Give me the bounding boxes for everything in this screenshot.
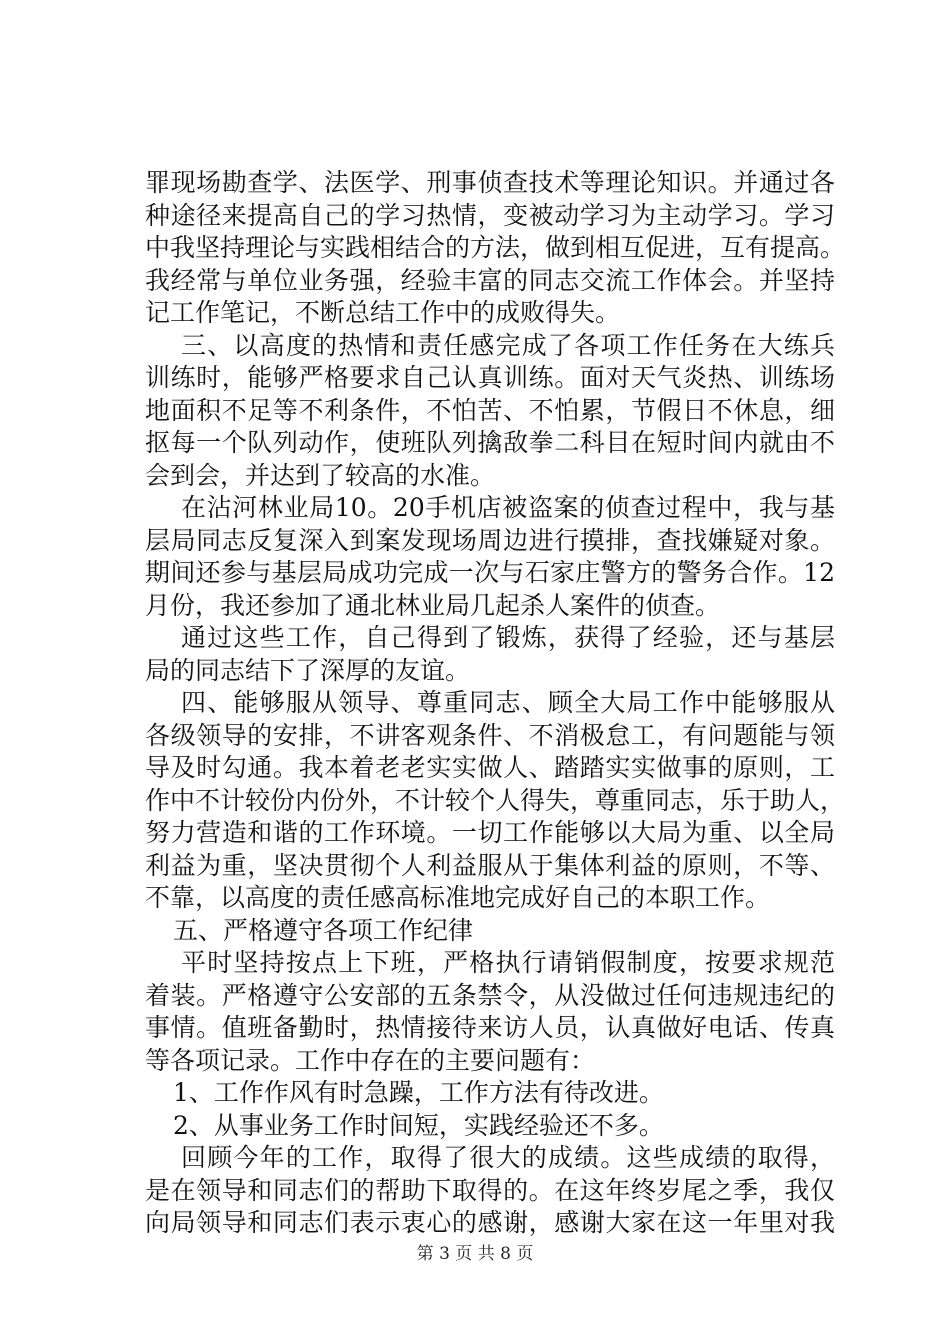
text-line: 平时坚持按点上下班，严格执行请销假制度，按要求规范	[181, 948, 835, 977]
text-line: 是在领导和同志们的帮助下取得的。在这年终岁尾之季，我仅	[145, 1175, 835, 1205]
text-line: 着装。严格遵守公安部的五条禁令，从没做过任何违规违纪的	[145, 980, 835, 1010]
text-line: 导及时勾通。我本着老老实实做人、踏踏实实做事的原则，工	[145, 753, 835, 782]
text-line: 在沾河林业局10。20手机店被盗案的侦查过程中，我与基	[181, 493, 835, 522]
text-line: 通过这些工作，自己得到了锻炼，获得了经验，还与基层	[181, 623, 835, 652]
text-line: 局的同志结下了深厚的友谊。	[145, 655, 471, 685]
text-line: 回顾今年的工作，取得了很大的成绩。这些成绩的取得，	[181, 1143, 835, 1172]
text-line: 三、以高度的热情和责任感完成了各项工作任务在大练兵	[181, 330, 835, 360]
text-line: 作中不计较份内份外，不计较个人得失，尊重同志，乐于助人，	[145, 785, 846, 815]
section-heading: 五、严格遵守各项工作纪律	[173, 915, 474, 945]
page-number-footer: 第 3 页 共 8 页	[416, 1244, 534, 1264]
text-line: 中我坚持理论与实践相结合的方法，做到相互促进，互有提高。	[145, 233, 846, 262]
text-line: 努力营造和谐的工作环境。一切工作能够以大局为重、以全局	[145, 818, 835, 847]
text-line: 罪现场勘查学、法医学、刑事侦查技术等理论知识。并通过各	[145, 168, 835, 197]
text-line: 期间还参与基层局成功完成一次与石家庄警方的警务合作。12	[145, 558, 835, 587]
text-line: 四、能够服从领导、尊重同志、顾全大局工作中能够服从	[181, 688, 835, 717]
text-line: 向局领导和同志们表示衷心的感谢，感谢大家在这一年里对我	[145, 1208, 835, 1237]
text-line: 层局同志反复深入到案发现场周边进行摸排，查找嫌疑对象。	[145, 525, 835, 555]
document-body	[145, 167, 846, 1240]
list-item: 2、从事业务工作时间短，实践经验还不多。	[173, 1110, 664, 1140]
text-line: 训练时，能够严格要求自己认真训练。面对天气炎热、训练场	[145, 363, 835, 392]
text-line: 地面积不足等不利条件，不怕苦、不怕累，节假日不休息，细	[145, 395, 835, 425]
text-line: 利益为重，坚决贯彻个人利益服从于集体利益的原则，不等、	[145, 850, 835, 880]
text-line: 月份，我还参加了通北林业局几起杀人案件的侦查。	[145, 590, 721, 620]
text-line: 事情。值班备勤时，热情接待来访人员，认真做好电话、传真	[145, 1013, 835, 1042]
text-line: 不靠，以高度的责任感高标准地完成好自己的本职工作。	[145, 883, 771, 912]
text-line: 抠每一个队列动作，使班队列擒敌拳二科目在短时间内就由不	[145, 428, 835, 457]
text-line: 等各项记录。工作中存在的主要问题有：	[145, 1045, 596, 1075]
text-line: 种途径来提高自己的学习热情，变被动学习为主动学习。学习	[145, 200, 835, 230]
text-line: 各级领导的安排，不讲客观条件、不消极怠工，有问题能与领	[145, 720, 835, 750]
list-item: 1、工作作风有时急躁，工作方法有待改进。	[173, 1078, 664, 1107]
text-line: 我经常与单位业务强，经验丰富的同志交流工作体会。并坚持	[145, 265, 835, 295]
text-line: 会到会，并达到了较高的水准。	[145, 460, 496, 490]
text-line: 记工作笔记，不断总结工作中的成败得失。	[145, 298, 621, 327]
